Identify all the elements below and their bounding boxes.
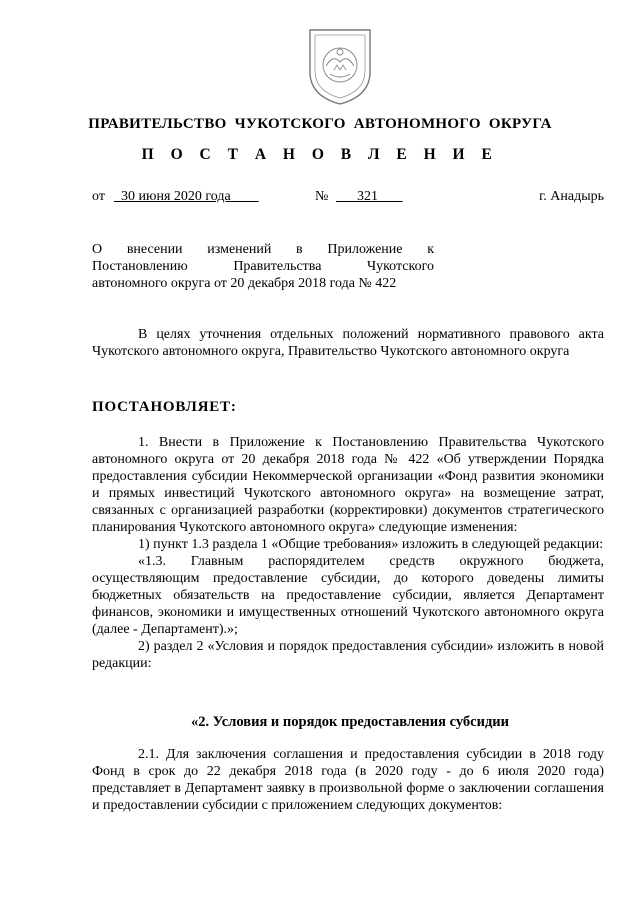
preamble-text: В целях уточнения отдельных положений нормативного правового акта Чукотского автономного округа, Правительство Чукотского автономного округа: [92, 327, 604, 359]
document-subject: [92, 241, 434, 292]
paragraph: 2) раздел 2 «Условия и порядок предоставления субсидии» изложить в новой редакции:: [92, 639, 604, 671]
section-body: [92, 746, 604, 814]
paragraph: 1. Внести в Приложение к Постановлению Правительства Чукотского автономного округа от 20 декабря 2018 года № 422 «Об утверждении Порядка предоставления субсидии Некоммерческой организации «Фонд развития экономики и прямых инвестиций Чукотского автономного округа» на возмещение затрат, связанных с организацией разработки (корректировки) документов стратегического планирования Чукотского автономного округа» следующие изменения:: [92, 435, 604, 535]
subject-line: автономного округа от 20 декабря 2018 года № 422: [92, 276, 397, 291]
document-type-title: П О С Т А Н О В Л Е Н И Е: [141, 146, 499, 163]
document-place: г. Анадырь: [539, 189, 604, 204]
section-title: «2. Условия и порядок предоставления субсидии: [190, 714, 509, 730]
document-meta: [92, 189, 604, 209]
paragraph: 1) пункт 1.3 раздела 1 «Общие требования» изложить в следующей редакции:: [138, 537, 604, 552]
document-number: 321: [357, 189, 378, 204]
resolves-heading: ПОСТАНОВЛЯЕТ:: [92, 399, 237, 415]
coat-of-arms-emblem: [304, 24, 376, 108]
paragraph: 2.1. Для заключения соглашения и предоставления субсидии в 2018 году Фонд в срок до 22 декабря 2018 года (в 2020 году - до 6 июля 2020 года) представляет в Департамент заявку в произвольной форме о заключении соглашения и предоставлении субсидии с приложением следующих документов:: [92, 747, 604, 813]
government-title: ПРАВИТЕЛЬСТВО ЧУКОТСКОГО АВТОНОМНОГО ОКРУГА: [88, 116, 552, 132]
document-date: 30 июня 2020 года: [121, 189, 231, 204]
date-prefix: от: [92, 189, 105, 204]
paragraph: «1.3. Главным распорядителем средств окружного бюджета, осуществляющим предоставление субсидии, до которого доведены лимиты бюджетных обязательств на предоставление субсидии, является Департамент финансов, экономики и имущественных отношений Чукотского автономного округа (далее - Департамент).»;: [92, 554, 604, 637]
subject-line: О внесении изменений в Приложение к: [92, 242, 434, 257]
number-sign: №: [315, 189, 329, 204]
preamble: [92, 326, 604, 360]
subject-line: Постановлению Правительства Чукотского: [92, 259, 434, 274]
resolution-body: [92, 434, 604, 672]
